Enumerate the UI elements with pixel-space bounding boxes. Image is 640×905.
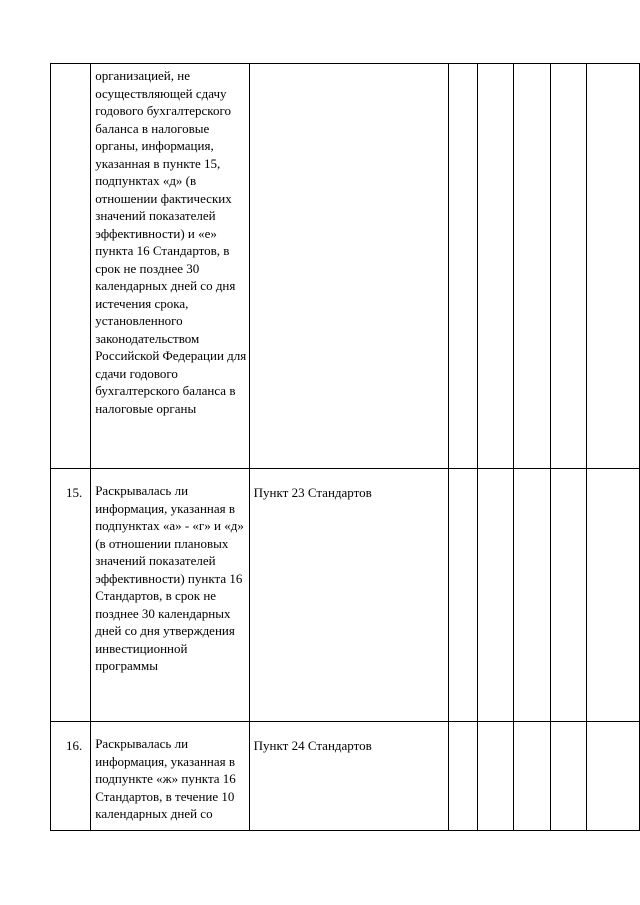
- answer-cell: [448, 469, 477, 722]
- question-cell: [91, 469, 249, 722]
- answer-cell: [550, 722, 586, 831]
- question-text: Раскрывалась ли информация, указанная в подпунктах «а» - «г» и «д» (в отношении плановых значений показателей эффективности) пункта 16 Стандартов, в срок не позднее 30 календарных дней со дня утверждения инвестиционной программы: [95, 483, 244, 673]
- row-number: 15.: [65, 485, 83, 500]
- answer-cell: [478, 64, 514, 469]
- row-number: [51, 64, 90, 79]
- table-row: [51, 722, 640, 831]
- answer-cell: [550, 469, 586, 722]
- table-row: [51, 64, 640, 469]
- reference-text: [250, 64, 448, 79]
- row-number: 16.: [65, 738, 83, 753]
- reference-cell: [249, 64, 448, 469]
- question-cell: [91, 722, 249, 831]
- comment-cell: [586, 64, 639, 469]
- reference-text: Пункт 24 Стандартов: [253, 738, 372, 753]
- answer-cell: [514, 64, 550, 469]
- row-number-cell: [51, 64, 91, 469]
- question-text: Раскрывалась ли информация, указанная в подпункте «ж» пункта 16 Стандартов, в течение 10 календарных дней со: [95, 736, 236, 821]
- checklist-table: [50, 63, 640, 831]
- question-text: организацией, не осуществляющей сдачу годового бухгалтерского баланса в налоговые органы, информация, указанная в пункте 15, подпунктах «д» (в отношении фактических значений показателей эффективности) и «е» пункта 16 Стандартов, в срок не позднее 30 календарных дней со дня истечения срока, установленного законодательством Российской Федерации для сдачи годового бухгалтерского баланса в налоговые органы: [95, 68, 247, 416]
- row-number-cell: [51, 722, 91, 831]
- answer-cell: [448, 64, 477, 469]
- question-cell: [91, 64, 249, 469]
- answer-cell: [550, 64, 586, 469]
- answer-cell: [478, 722, 514, 831]
- table-row: [51, 469, 640, 722]
- row-number-cell: [51, 469, 91, 722]
- answer-cell: [514, 469, 550, 722]
- reference-cell: [249, 469, 448, 722]
- comment-cell: [586, 469, 639, 722]
- reference-text: Пункт 23 Стандартов: [253, 485, 372, 500]
- answer-cell: [448, 722, 477, 831]
- answer-cell: [478, 469, 514, 722]
- comment-cell: [586, 722, 639, 831]
- reference-cell: [249, 722, 448, 831]
- answer-cell: [514, 722, 550, 831]
